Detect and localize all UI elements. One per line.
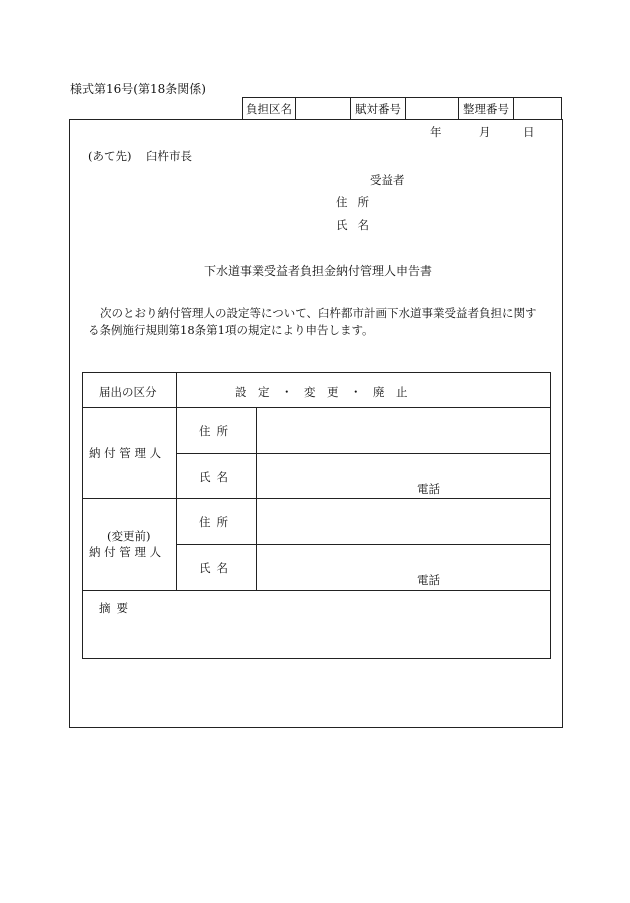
- manager-address-field[interactable]: [259, 411, 547, 451]
- manager-address-label: 住所: [199, 424, 234, 438]
- summary-label: 摘要: [99, 601, 134, 615]
- previous-address-field[interactable]: [259, 502, 547, 542]
- area-name-field[interactable]: [296, 98, 351, 119]
- header-strip: [242, 97, 562, 119]
- previous-address-label: 住所: [199, 515, 234, 529]
- levy-number-field[interactable]: [406, 98, 459, 119]
- body-line: 次のとおり納付管理人の設定等について、臼杵都市計画下水道事業受益者負担に関す: [100, 306, 537, 320]
- applicant-label: 受益者: [370, 173, 405, 187]
- addressee-prefix: (あて先): [88, 149, 132, 163]
- manager-label: 納 付 管 理 人: [89, 446, 162, 460]
- manager-name-label: 氏名: [199, 470, 234, 484]
- notification-table: [82, 372, 551, 659]
- addressee-name: 臼杵市長: [146, 149, 192, 163]
- body-paragraph: [88, 305, 558, 339]
- summary-field[interactable]: [143, 595, 547, 655]
- date-month-label: 月: [479, 125, 491, 139]
- date-day-label: 日: [523, 125, 535, 139]
- area-name-label: 負担区名: [243, 98, 296, 119]
- previous-manager-label: 納 付 管 理 人: [89, 545, 162, 559]
- manager-phone-label: 電話: [417, 482, 440, 496]
- applicant-name-label: 氏名: [336, 218, 379, 232]
- date-year-label: 年: [430, 125, 442, 139]
- category-label: 届出の区分: [99, 385, 157, 399]
- body-line: る条例施行規則第18条第1項の規定により申告します。: [88, 323, 374, 337]
- levy-number-label: 賦対番号: [351, 98, 406, 119]
- form-number-label: 様式第16号(第18条関係): [70, 82, 206, 96]
- previous-note: (変更前): [107, 529, 151, 543]
- document-title: 下水道事業受益者負担金納付管理人申告書: [204, 264, 433, 278]
- category-options[interactable]: 設 定 ・ 変 更 ・ 廃 止: [235, 385, 408, 399]
- previous-name-label: 氏名: [199, 561, 234, 575]
- applicant-address-label: 住所: [336, 195, 379, 209]
- reference-number-field[interactable]: [514, 98, 561, 119]
- reference-number-label: 整理番号: [459, 98, 514, 119]
- previous-phone-label: 電話: [417, 573, 440, 587]
